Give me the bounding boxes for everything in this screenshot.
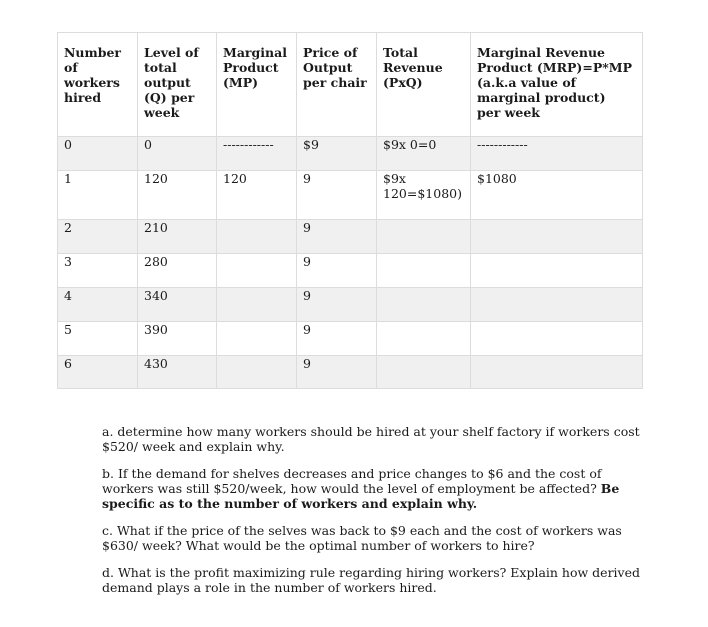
cell-price: 9 [303, 220, 311, 235]
table-row [58, 254, 643, 288]
table-row [58, 288, 643, 322]
header-total-revenue: Total Revenue (PxQ) [377, 33, 471, 137]
table-row [58, 137, 643, 171]
header-output: Level of total output (Q) per week [138, 33, 217, 137]
cell-price: 9 [303, 322, 311, 337]
cell-price: $9 [303, 137, 319, 152]
cell-mp: 120 [223, 171, 247, 186]
cell-workers: 1 [64, 171, 72, 186]
header-price: Price of Output per chair [297, 33, 377, 137]
header-workers: Number of workers hired [58, 33, 138, 137]
cell-mrp: ------------ [477, 137, 528, 152]
cell-price: 9 [303, 171, 311, 186]
header-marginal-product: Marginal Product (MP) [217, 33, 297, 137]
header-mrp [471, 33, 643, 137]
header-mrp-line2: (a.k.a value of marginal product) [477, 75, 606, 105]
cell-price: 9 [303, 288, 311, 303]
cell-total-revenue: $9x 0=0 [383, 137, 437, 152]
cell-workers: 4 [64, 288, 72, 303]
cell-output: 390 [144, 322, 168, 337]
table-row [58, 171, 643, 220]
labor-table [57, 32, 643, 389]
cell-output: 120 [144, 171, 168, 186]
cell-output: 210 [144, 220, 168, 235]
question-b [102, 466, 647, 511]
header-mrp-line1: Marginal Revenue Product (MRP)=P*MP [477, 45, 632, 75]
cell-price: 9 [303, 254, 311, 269]
header-mrp-line3: per week [477, 105, 540, 120]
header-row [58, 33, 643, 137]
table-row [58, 220, 643, 254]
cell-workers: 5 [64, 322, 72, 337]
cell-workers: 2 [64, 220, 72, 235]
question-b-emphasis: Be specific as to the number of workers and explain why. [102, 481, 620, 511]
cell-workers: 6 [64, 356, 72, 371]
cell-workers: 3 [64, 254, 72, 269]
table-row [58, 322, 643, 356]
question-a: a. determine how many workers should be hired at your shelf factory if workers cost $520/ week and explain why. [102, 424, 640, 454]
cell-output: 280 [144, 254, 168, 269]
question-c: c. What if the price of the selves was back to $9 each and the cost of workers was $630/ week? What would be the optimal number of workers to hire? [102, 523, 622, 553]
question-b-text: b. If the demand for shelves decreases and price changes to $6 and the cost of workers was still $520/week, how would the level of employment be affected? [102, 466, 602, 496]
cell-mrp: $1080 [477, 171, 517, 186]
question-list [102, 424, 647, 607]
cell-output: 0 [144, 137, 152, 152]
table-row [58, 356, 643, 389]
question-d: d. What is the profit maximizing rule regarding hiring workers? Explain how derived demand plays a role in the number of workers hired. [102, 565, 641, 595]
cell-mp: ------------ [223, 137, 274, 152]
cell-output: 340 [144, 288, 168, 303]
cell-workers: 0 [64, 137, 72, 152]
cell-total-revenue: $9x 120=$1080) [383, 171, 462, 201]
cell-price: 9 [303, 356, 311, 371]
cell-output: 430 [144, 356, 168, 371]
